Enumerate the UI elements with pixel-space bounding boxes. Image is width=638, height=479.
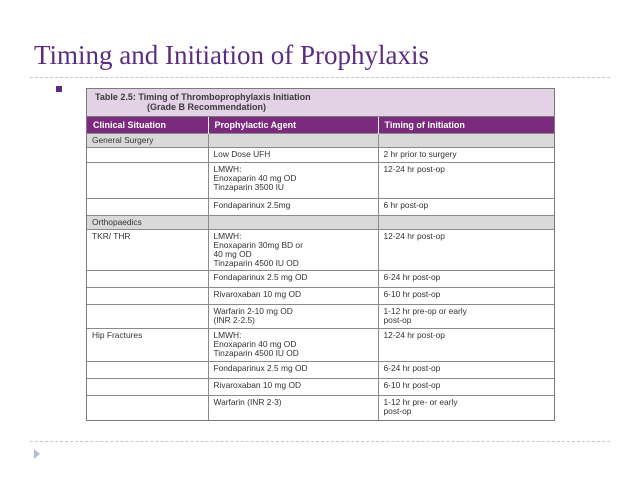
situation-cell	[87, 362, 208, 379]
table-row	[87, 379, 554, 396]
section-row-general-surgery	[87, 134, 554, 148]
agent-cell: Rivaroxaban 10 mg OD	[208, 379, 378, 396]
situation-cell	[87, 163, 208, 199]
agent-cell: Rivaroxaban 10 mg OD	[208, 288, 378, 305]
table-row	[87, 362, 554, 379]
section-empty-cell	[378, 134, 554, 148]
situation-cell	[87, 379, 208, 396]
timing-cell: 12-24 hr post-op	[378, 230, 554, 271]
agent-cell: Low Dose UFH	[208, 148, 378, 163]
agent-cell: Fondaparinux 2.5 mg OD	[208, 362, 378, 379]
timing-table-grid	[87, 117, 554, 420]
timing-cell: 6-10 hr post-op	[378, 288, 554, 305]
section-empty-cell	[208, 216, 378, 230]
timing-cell: 6-24 hr post-op	[378, 362, 554, 379]
table-row	[87, 199, 554, 216]
timing-cell: 1-12 hr pre- or early post-op	[378, 396, 554, 420]
agent-cell: Fondaparinux 2.5mg	[208, 199, 378, 216]
table-row	[87, 230, 554, 271]
section-label: Orthopaedics	[87, 216, 208, 230]
table-row	[87, 271, 554, 288]
section-row-orthopaedics	[87, 216, 554, 230]
situation-cell	[87, 396, 208, 420]
table-caption-subtitle: (Grade B Recommendation)	[147, 102, 267, 112]
table-row	[87, 148, 554, 163]
section-label: General Surgery	[87, 134, 208, 148]
table-row	[87, 288, 554, 305]
table-row	[87, 305, 554, 329]
agent-cell: LMWH: Enoxaparin 40 mg OD Tinzaparin 4500 IU OD	[208, 329, 378, 362]
agent-cell: LMWH: Enoxaparin 30mg BD or 40 mg OD Tinzaparin 4500 IU OD	[208, 230, 378, 271]
situation-cell	[87, 199, 208, 216]
section-empty-cell	[208, 134, 378, 148]
title-divider	[30, 77, 610, 78]
table-header-row	[87, 117, 554, 134]
header-clinical-situation: Clinical Situation	[87, 117, 208, 134]
table-row	[87, 163, 554, 199]
situation-cell	[87, 271, 208, 288]
situation-cell	[87, 305, 208, 329]
section-empty-cell	[378, 216, 554, 230]
table-row	[87, 396, 554, 420]
situation-cell	[87, 288, 208, 305]
next-slide-arrow-icon[interactable]	[34, 449, 40, 459]
table-row	[87, 329, 554, 362]
agent-cell: Fondaparinux 2.5 mg OD	[208, 271, 378, 288]
slide-title: Timing and Initiation of Prophylaxis	[34, 40, 430, 70]
footer-divider	[30, 441, 610, 442]
agent-cell: Warfarin (INR 2-3)	[208, 396, 378, 420]
bullet-icon	[56, 86, 62, 92]
table-caption-title: Table 2.5: Timing of Thromboprophylaxis Initiation	[95, 92, 311, 102]
agent-cell: Warfarin 2-10 mg OD (INR 2-2.5)	[208, 305, 378, 329]
situation-cell	[87, 148, 208, 163]
timing-cell: 6-10 hr post-op	[378, 379, 554, 396]
timing-cell: 1-12 hr pre-op or early post-op	[378, 305, 554, 329]
timing-cell: 12-24 hr post-op	[378, 163, 554, 199]
situation-cell: Hip Fractures	[87, 329, 208, 362]
timing-cell: 2 hr prior to surgery	[378, 148, 554, 163]
agent-cell: LMWH: Enoxaparin 40 mg OD Tinzaparin 3500 IU	[208, 163, 378, 199]
timing-cell: 12-24 hr post-op	[378, 329, 554, 362]
timing-cell: 6-24 hr post-op	[378, 271, 554, 288]
table-caption	[87, 89, 554, 117]
situation-cell: TKR/ THR	[87, 230, 208, 271]
header-timing: Timing of Initiation	[378, 117, 554, 134]
timing-table	[86, 88, 555, 421]
timing-cell: 6 hr post-op	[378, 199, 554, 216]
header-prophylactic-agent: Prophylactic Agent	[208, 117, 378, 134]
